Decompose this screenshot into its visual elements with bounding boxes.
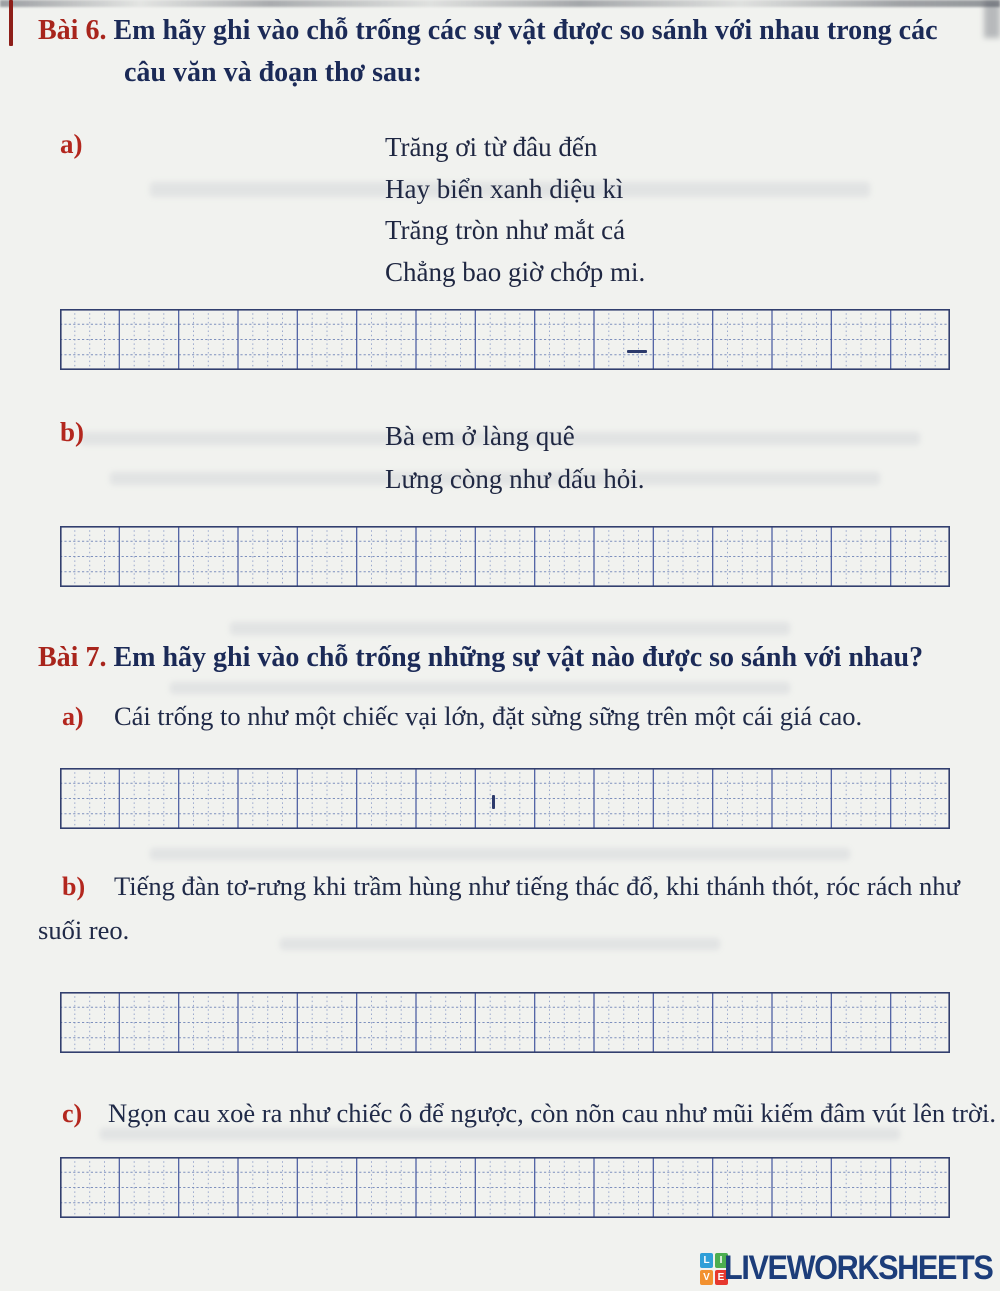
bleed-through-artifact [170,682,790,694]
exercise6-title-text: Em hãy ghi vào chỗ trống các sự vật được so sánh với nhau trong các [113,15,938,46]
answer-grid-ex7a[interactable] [60,768,950,829]
exercise6-title-line1 [38,14,938,48]
poem-line: Hay biển xanh diệu kì [385,173,624,204]
page-corner-smudge [984,0,1000,38]
poem-line: Bà em ở làng quê [385,421,575,451]
exercise7-part-a-text: Cái trống to như một chiếc vại lớn, đặt sừng sững trên một cái giá cao. [114,701,863,731]
bleed-through-artifact [150,848,850,860]
page-edge-red-mark [9,0,13,46]
exercise6-part-b-label: b) [60,417,85,447]
poem-line: Trăng tròn như mắt cá [385,215,626,246]
logo-tile-i: I [715,1253,728,1268]
exercise7-part-b-text-line2: suối reo. [38,915,130,945]
exercise7-title [38,641,923,675]
answer-grid-ex7b[interactable] [60,992,950,1053]
bleed-through-artifact [230,622,790,635]
bleed-through-artifact [280,938,720,950]
exercise6-part-b-poem [385,415,644,500]
answer-grid-ex6a[interactable] [60,309,950,370]
stray-ink-mark [492,795,495,809]
logo-tile-l: L [700,1253,713,1268]
exercise7-part-b-label: b) [62,872,86,901]
exercise7-part-c-label: c) [62,1099,83,1128]
stray-ink-mark [627,350,647,353]
exercise7-title-text: Em hãy ghi vào chỗ trống những sự vật nào được so sánh với nhau? [113,642,924,673]
poem-line: Chẳng bao giờ chớp mi. [385,256,646,287]
liveworksheets-wordmark: LIVEWORKSHEETS [724,1249,993,1287]
exercise6-number: Bài 6. [38,15,107,46]
answer-grid-ex6b[interactable] [60,526,950,587]
logo-tile-e: E [715,1270,728,1285]
exercise6-part-a-label: a) [60,129,83,159]
exercise7-number: Bài 7. [38,642,107,673]
answer-grid-ex7c[interactable] [60,1157,950,1218]
bleed-through-artifact [100,1128,900,1140]
exercise7-part-c-text: Ngọn cau xoè ra như chiếc ô để ngược, còn nõn cau như mũi kiếm đâm vút lên trời. [108,1098,996,1128]
exercise7-part-a-label: a) [62,702,84,731]
logo-tile-v: V [700,1270,713,1285]
exercise7-part-b-text-line1: Tiếng đàn tơ-rưng khi trầm hùng như tiếng thác đổ, khi thánh thót, róc rách như [114,871,960,901]
poem-line: Lưng còng như dấu hỏi. [385,463,645,494]
poem-line: Trăng ơi từ đâu đến [385,132,598,162]
exercise6-part-a-poem [385,127,645,293]
page-top-scan-streak [0,0,1000,7]
exercise6-title-line2: câu văn và đoạn thơ sau: [124,57,422,88]
